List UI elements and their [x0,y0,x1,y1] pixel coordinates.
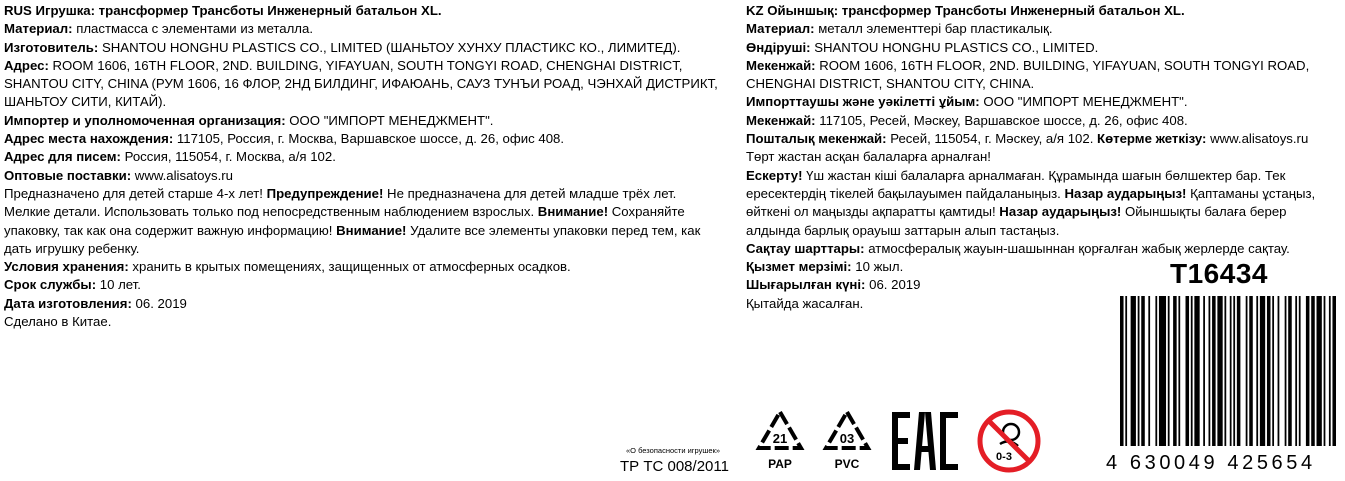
text-segment: 117105, Россия, г. Москва, Варшавское шоссе, д. 26, офис 408. [173,131,565,147]
bold-label: Адрес места нахождения: [4,131,174,147]
bold-label: RUS [4,3,32,18]
bold-label: Адрес для писем: [4,149,121,165]
barcode-bar [1203,296,1205,446]
barcode-bar [1278,296,1280,446]
barcode-bar [1224,296,1226,446]
barcode-bar [1186,296,1190,446]
bold-label: Ескерту! [746,167,803,183]
text-segment: Не предназначена для детей младше трёх лет. Мелкие детали. Использовать только под непосредственным наблюдением взрослых. [4,185,677,220]
text-segment: Төрт жастан асқан балаларға арналған! [746,149,991,165]
text-segment: www.alisatoys.ru [1206,131,1309,147]
barcode-bar [1159,296,1166,446]
bold-label: Срок службы: [4,277,97,293]
kz-paragraph [746,167,1338,240]
bold-label: Материал: [4,21,73,37]
barcode-bar [1230,296,1232,446]
rus-paragraph [4,313,726,331]
text-segment: www.alisatoys.ru [131,167,233,183]
rus-info-block [4,2,726,331]
text-segment: 10 лет. [96,277,141,293]
text-segment: 117105, Ресей, Мәскеу, Варшавское шоссе, д. 26, офис 408. [815,112,1188,128]
recycle-code: 21 [772,431,788,446]
barcode-bar [1260,296,1265,446]
bold-label: Материал: [746,21,815,37]
text-segment: Қытайда жасалған. [746,295,864,311]
recycle-code: 03 [839,431,855,446]
barcode-bar [1178,296,1180,446]
kz-paragraph [746,39,1338,57]
barcode-bar [1324,296,1326,446]
bold-label: Пошталық мекенжай: [746,131,887,147]
bold-label: Қызмет мерзімі: [746,259,852,275]
barcode-bar [1212,296,1216,446]
barcode-bar [1285,296,1287,446]
rus-paragraph [4,148,726,166]
bold-label: Мекенжай: [746,57,816,73]
bold-label: Сақтау шарттары: [746,240,865,256]
bold-label: Өндіруші: [746,39,811,55]
bold-label: Дата изготовления: [4,295,132,311]
barcode-bar [1256,296,1258,446]
text-segment: 06. 2019 [131,295,187,311]
rus-paragraph [4,276,726,294]
text-segment: SHANTOU HONGHU PLASTICS CO., LIMITED. [810,39,1099,55]
text-segment: ROOM 1606, 16TH FLOOR, 2ND. BUILDING, YIFAYUAN, SOUTH TONGYI ROAD, CHENGHAI DISTRICT, SHANTOU CITY, CHINA (РУМ 1606, 16 ФЛОР, 2НД БИЛДИНГ, ИФАЮАНЬ, САУЗ ТУНЪИ РОАД, ЧЭНХАЙ ДИСТРИКТ, ШАНЬТОУ СИТИ, КИТАЙ). [4,57,718,110]
barcode-bar [1306,296,1310,446]
text-segment: Предназначено для детей старше 4-х лет! [4,185,267,201]
bold-label: Оптовые поставки: [4,167,132,183]
bold-label: Импорттаушы және уәкілетті ұйым: [746,94,980,110]
barcode-bar [1173,296,1177,446]
age-label: 0-3 [996,451,1012,463]
barcode-bar [1299,296,1301,446]
barcode-bar [1120,296,1124,446]
text-segment: пластмасса с элементами из металла. [72,21,313,37]
rus-paragraph [4,295,726,313]
bold-label: Внимание! [537,204,609,220]
kz-paragraph [746,57,1338,94]
eac-mark-icon [890,408,960,474]
barcode-bar [1311,296,1315,446]
text-segment: Қаптаманы ұстаңыз, өйткені ол маңызды ақпаратты қамтиды! [746,185,1316,220]
bold-label: Ойыншық: трансформер Трансботы Инженерный батальон XL. [767,3,1185,18]
text-segment: Удалите все элементы упаковки перед тем, как дать игрушку ребенку. [4,222,701,256]
text-segment: SHANTOU HONGHU PLASTICS CO., LIMITED (ШАНЬТОУ ХУНХУ ПЛАСТИКС КО., ЛИМИТЕД). [98,39,681,55]
barcode-bar [1209,296,1211,446]
bold-label: Назар аударыңыз! [999,204,1122,220]
rus-paragraph [4,20,726,38]
text-segment: Россия, 115054, г. Москва, а/я 102. [120,149,336,165]
barcode-bar [1246,296,1248,446]
bold-label: Внимание! [336,222,407,238]
barcode-bar [1217,296,1222,446]
article-number: T16434 [1170,258,1268,289]
recycle-label: PVC [834,457,860,471]
rus-paragraph [4,185,726,258]
recycle-label: PAP [768,457,792,471]
kz-paragraph [746,130,1338,148]
barcode-bar [1141,296,1145,446]
barcode-bar [1317,296,1322,446]
text-segment: ООО "ИМПОРТ МЕНЕДЖМЕНТ". [979,94,1188,110]
barcode-bar [1125,296,1127,446]
bold-label: Мекенжай: [746,112,816,128]
kz-paragraph [746,112,1338,130]
barcode-bar [1131,296,1136,446]
no-small-children-icon [976,408,1042,474]
kz-paragraph [746,148,1338,166]
text-segment: ООО "ИМПОРТ МЕНЕДЖМЕНТ". [285,112,494,128]
barcode-bar [1168,296,1170,446]
text-segment: хранить в крытых помещениях, защищенных от атмосферных осадков. [128,259,571,275]
kz-paragraph [746,240,1338,258]
rus-paragraph [4,130,726,148]
barcode-bar [1194,296,1199,446]
kz-paragraph [746,20,1338,38]
text-segment: 06. 2019 [865,277,921,293]
text-segment: атмосфералық жауын-шашыннан қорғалған жабық жерлерде сақтау. [864,240,1290,256]
text-segment: ROOM 1606, 16TH FLOOR, 2ND. BUILDING, YIFAYUAN, SOUTH TONGYI ROAD, CHENGHAI DISTRICT, SHANTOU CITY, CHINA. [746,57,1310,92]
rus-paragraph [4,112,726,130]
rus-paragraph [4,2,726,20]
barcode-bar [1138,296,1140,446]
text-segment: Ресей, 115054, г. Мәскеу, а/я 102. [886,131,1098,147]
barcode-bar [1155,296,1157,446]
bold-label: KZ [746,3,764,18]
bold-label: Адрес: [4,57,49,73]
barcode-bars [1120,296,1336,446]
barcode-bar [1329,296,1331,446]
barcode-bar [1272,296,1274,446]
barcode-digits: 4 630049 425654 [1106,452,1316,474]
bold-label: Предупреждение! [266,185,384,201]
rus-paragraph [4,167,726,185]
text-segment: Сделано в Китае. [4,314,112,330]
barcode-bar [1249,296,1253,446]
barcode-bar [1191,296,1193,446]
rus-paragraph [4,258,726,276]
bold-label: Көтерме жеткізу: [1097,131,1207,147]
safety-regulation-note: «О безопасности игрушек» [626,446,720,455]
text-segment: металл элементтері бар пластикалық. [814,21,1053,37]
recycle-triangle-icon [822,408,872,472]
bold-label: Шығарылған күні: [746,277,866,293]
text-segment: Үш жастан кіші балаларға арналмаған. Құрамында шағын бөлшектер бар. Тек ересектердің тікелей бақылауымен пайдаланыңыз. [746,167,1286,201]
rus-paragraph [4,57,726,112]
barcode-bar [1295,296,1297,446]
bold-label: Игрушка: трансформер Трансботы Инженерный батальон XL. [35,3,442,18]
technical-regulation-code: ТР ТС 008/2011 [620,458,729,475]
text-segment: Сохраняйте упаковку, так как она содержит важную информацию! [4,204,685,238]
barcode-bar [1148,296,1150,446]
bold-label: Условия хранения: [4,259,129,275]
text-segment: 10 жыл. [851,259,904,275]
kz-paragraph [746,93,1338,111]
text-segment: Ойыншықты балаға берер алдында барлық орауыш заттарын алып тастаңыз. [746,204,1287,238]
barcode-bar [1288,296,1292,446]
barcode-bar [1237,296,1241,446]
bold-label: Назар аударыңыз! [1064,185,1187,201]
recycle-triangle-icon [755,408,805,472]
rus-paragraph [4,39,726,57]
kz-paragraph [746,2,1338,20]
bold-label: Импортер и уполномоченная организация: [4,112,286,128]
barcode-bar [1267,296,1271,446]
barcode-bar [1332,296,1336,446]
bold-label: Изготовитель: [4,39,99,55]
barcode-bar [1233,296,1235,446]
